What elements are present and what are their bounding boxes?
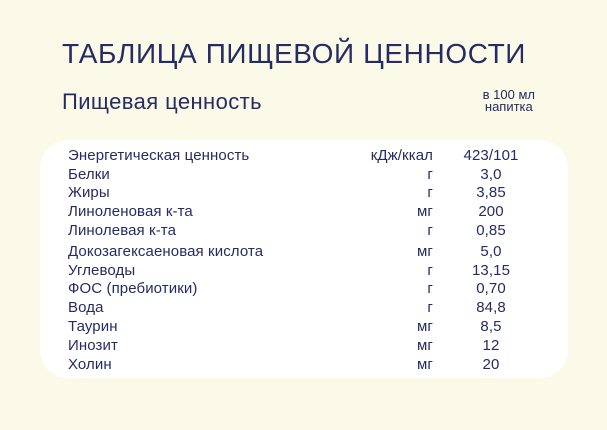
table-row	[68, 202, 549, 221]
table-row	[68, 298, 549, 317]
table-row	[68, 336, 549, 355]
per-amount-label	[482, 86, 535, 117]
nutrient-value: 12	[482, 336, 500, 354]
nutrient-name: ФОС (пребиотики)	[68, 280, 198, 298]
nutrient-name: Инозит	[68, 336, 118, 354]
nutrient-unit: мг	[417, 242, 433, 260]
nutrient-unit: мг	[417, 318, 433, 336]
header-label: Пищевая ценность	[62, 89, 262, 114]
nutrient-value: 8,5	[480, 318, 502, 336]
table-row	[68, 261, 549, 280]
nutrient-name: Холин	[68, 355, 112, 373]
table-row	[68, 317, 549, 336]
nutrient-name: Энергетическая ценность	[68, 146, 250, 164]
table-header	[62, 88, 535, 117]
per-amount-line1: в 100 мл	[482, 86, 535, 102]
nutrient-value: 3,0	[480, 165, 502, 183]
nutrient-name: Линоленовая к-та	[68, 203, 193, 221]
table-row	[68, 221, 549, 240]
nutrition-table-card	[40, 140, 568, 378]
table-row	[68, 165, 549, 184]
table-row	[68, 242, 549, 261]
nutrient-unit: г	[427, 165, 433, 183]
nutrient-unit: г	[427, 299, 433, 317]
nutrient-unit: кДж/ккал	[370, 146, 433, 164]
nutrient-name: Углеводы	[68, 261, 136, 279]
page-title: ТАБЛИЦА ПИЩЕВОЙ ЦЕННОСТИ	[62, 38, 527, 69]
nutrient-value: 84,8	[476, 299, 506, 317]
nutrient-name: Белки	[68, 165, 110, 183]
nutrient-unit: мг	[417, 336, 433, 354]
nutrient-value: 20	[482, 355, 500, 373]
table-row	[68, 355, 549, 374]
nutrient-name: Докозагексаеновая кислота	[68, 242, 264, 260]
nutrient-name: Вода	[68, 299, 104, 317]
nutrient-name: Линолевая к-та	[68, 222, 177, 240]
per-amount-line2: напитка	[484, 99, 533, 115]
nutrient-value: 0,70	[476, 280, 506, 298]
nutrient-unit: г	[427, 261, 433, 279]
nutrient-name: Таурин	[68, 318, 118, 336]
nutrient-unit: г	[427, 280, 433, 298]
table-row	[68, 146, 549, 165]
table-row	[68, 280, 549, 299]
nutrient-value: 200	[478, 203, 504, 221]
nutrient-value: 13,15	[471, 261, 511, 279]
nutrient-name: Жиры	[68, 184, 110, 202]
nutrient-unit: г	[427, 184, 433, 202]
nutrient-value: 5,0	[480, 242, 502, 260]
nutrient-unit: мг	[417, 355, 433, 373]
nutrient-unit: мг	[417, 203, 433, 221]
table-row	[68, 184, 549, 203]
nutrient-value: 0,85	[476, 222, 506, 240]
nutrient-value: 423/101	[463, 146, 519, 164]
nutrient-value: 3,85	[476, 184, 506, 202]
nutrient-unit: г	[427, 222, 433, 240]
